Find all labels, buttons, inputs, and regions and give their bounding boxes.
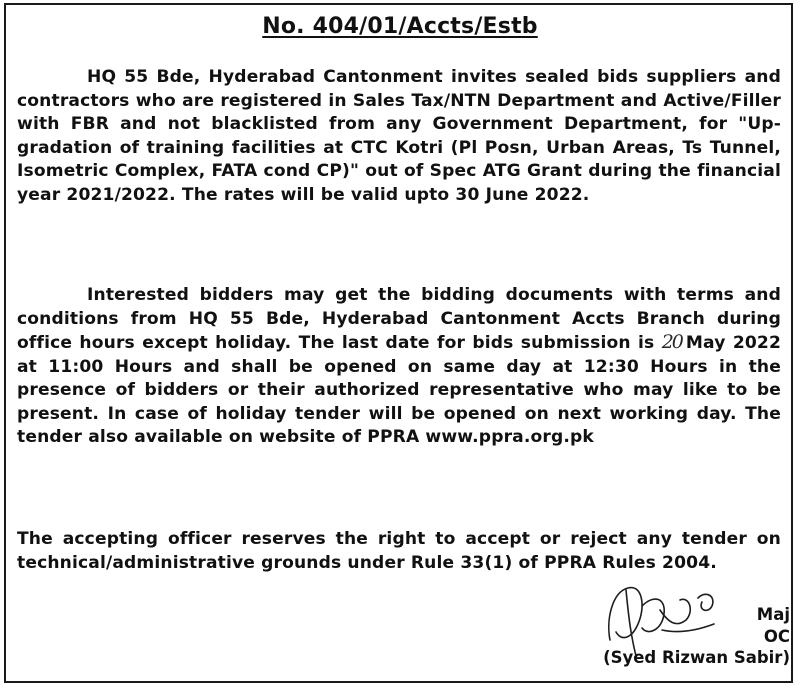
signatory-block (603, 604, 790, 669)
reference-heading (0, 14, 800, 39)
paragraph-invitation (17, 66, 781, 207)
paragraph-bidding-text-part-2: May 2022 at 11:00 Hours and shall be opened on same day at 12:30 Hours in the presence of bidders or their authorized representative who may like to be present. In case of holiday tender will be opened on next working day. The tender also available on website of PPRA www.ppra.org.pk (17, 333, 782, 447)
paragraph-reservation (17, 528, 781, 575)
paragraph-invitation-text: HQ 55 Bde, Hyderabad Cantonment invites sealed bids suppliers and contractors who are registered in Sales Tax/NTN Department and Active/Filler with FBR and not blacklisted from any Government Department, for "Up-gradation of training facilities at CTC Kotri (Pl Posn, Urban Areas, Ts Tunnel, Isometric Complex, FATA cond CP)" out of Spec ATG Grant during the financial year 2021/2022. The rates will be valid upto 30 June 2022. (17, 67, 781, 205)
paragraph-bidding-text-part-1: Interested bidders may get the bidding documents with terms and conditions from HQ 55 Bde, Hyderabad Cantonment Accts Branch during office hours except holiday. The last date for bids submission is (17, 285, 781, 353)
signatory-name: (Syed Rizwan Sabir) (603, 648, 790, 667)
paragraph-bidding-details (17, 284, 781, 450)
paragraph-reservation-text: The accepting officer reserves the right to accept or reject any tender on technical/administrative grounds under Rule 33(1) of PPRA Rules 2004. (17, 529, 781, 573)
signatory-designation: OC (763, 626, 790, 646)
signatory-rank: Maj (756, 605, 790, 624)
reference-number: No. 404/01/Accts/Estb (262, 14, 538, 39)
handwritten-day: 20 (661, 331, 682, 353)
